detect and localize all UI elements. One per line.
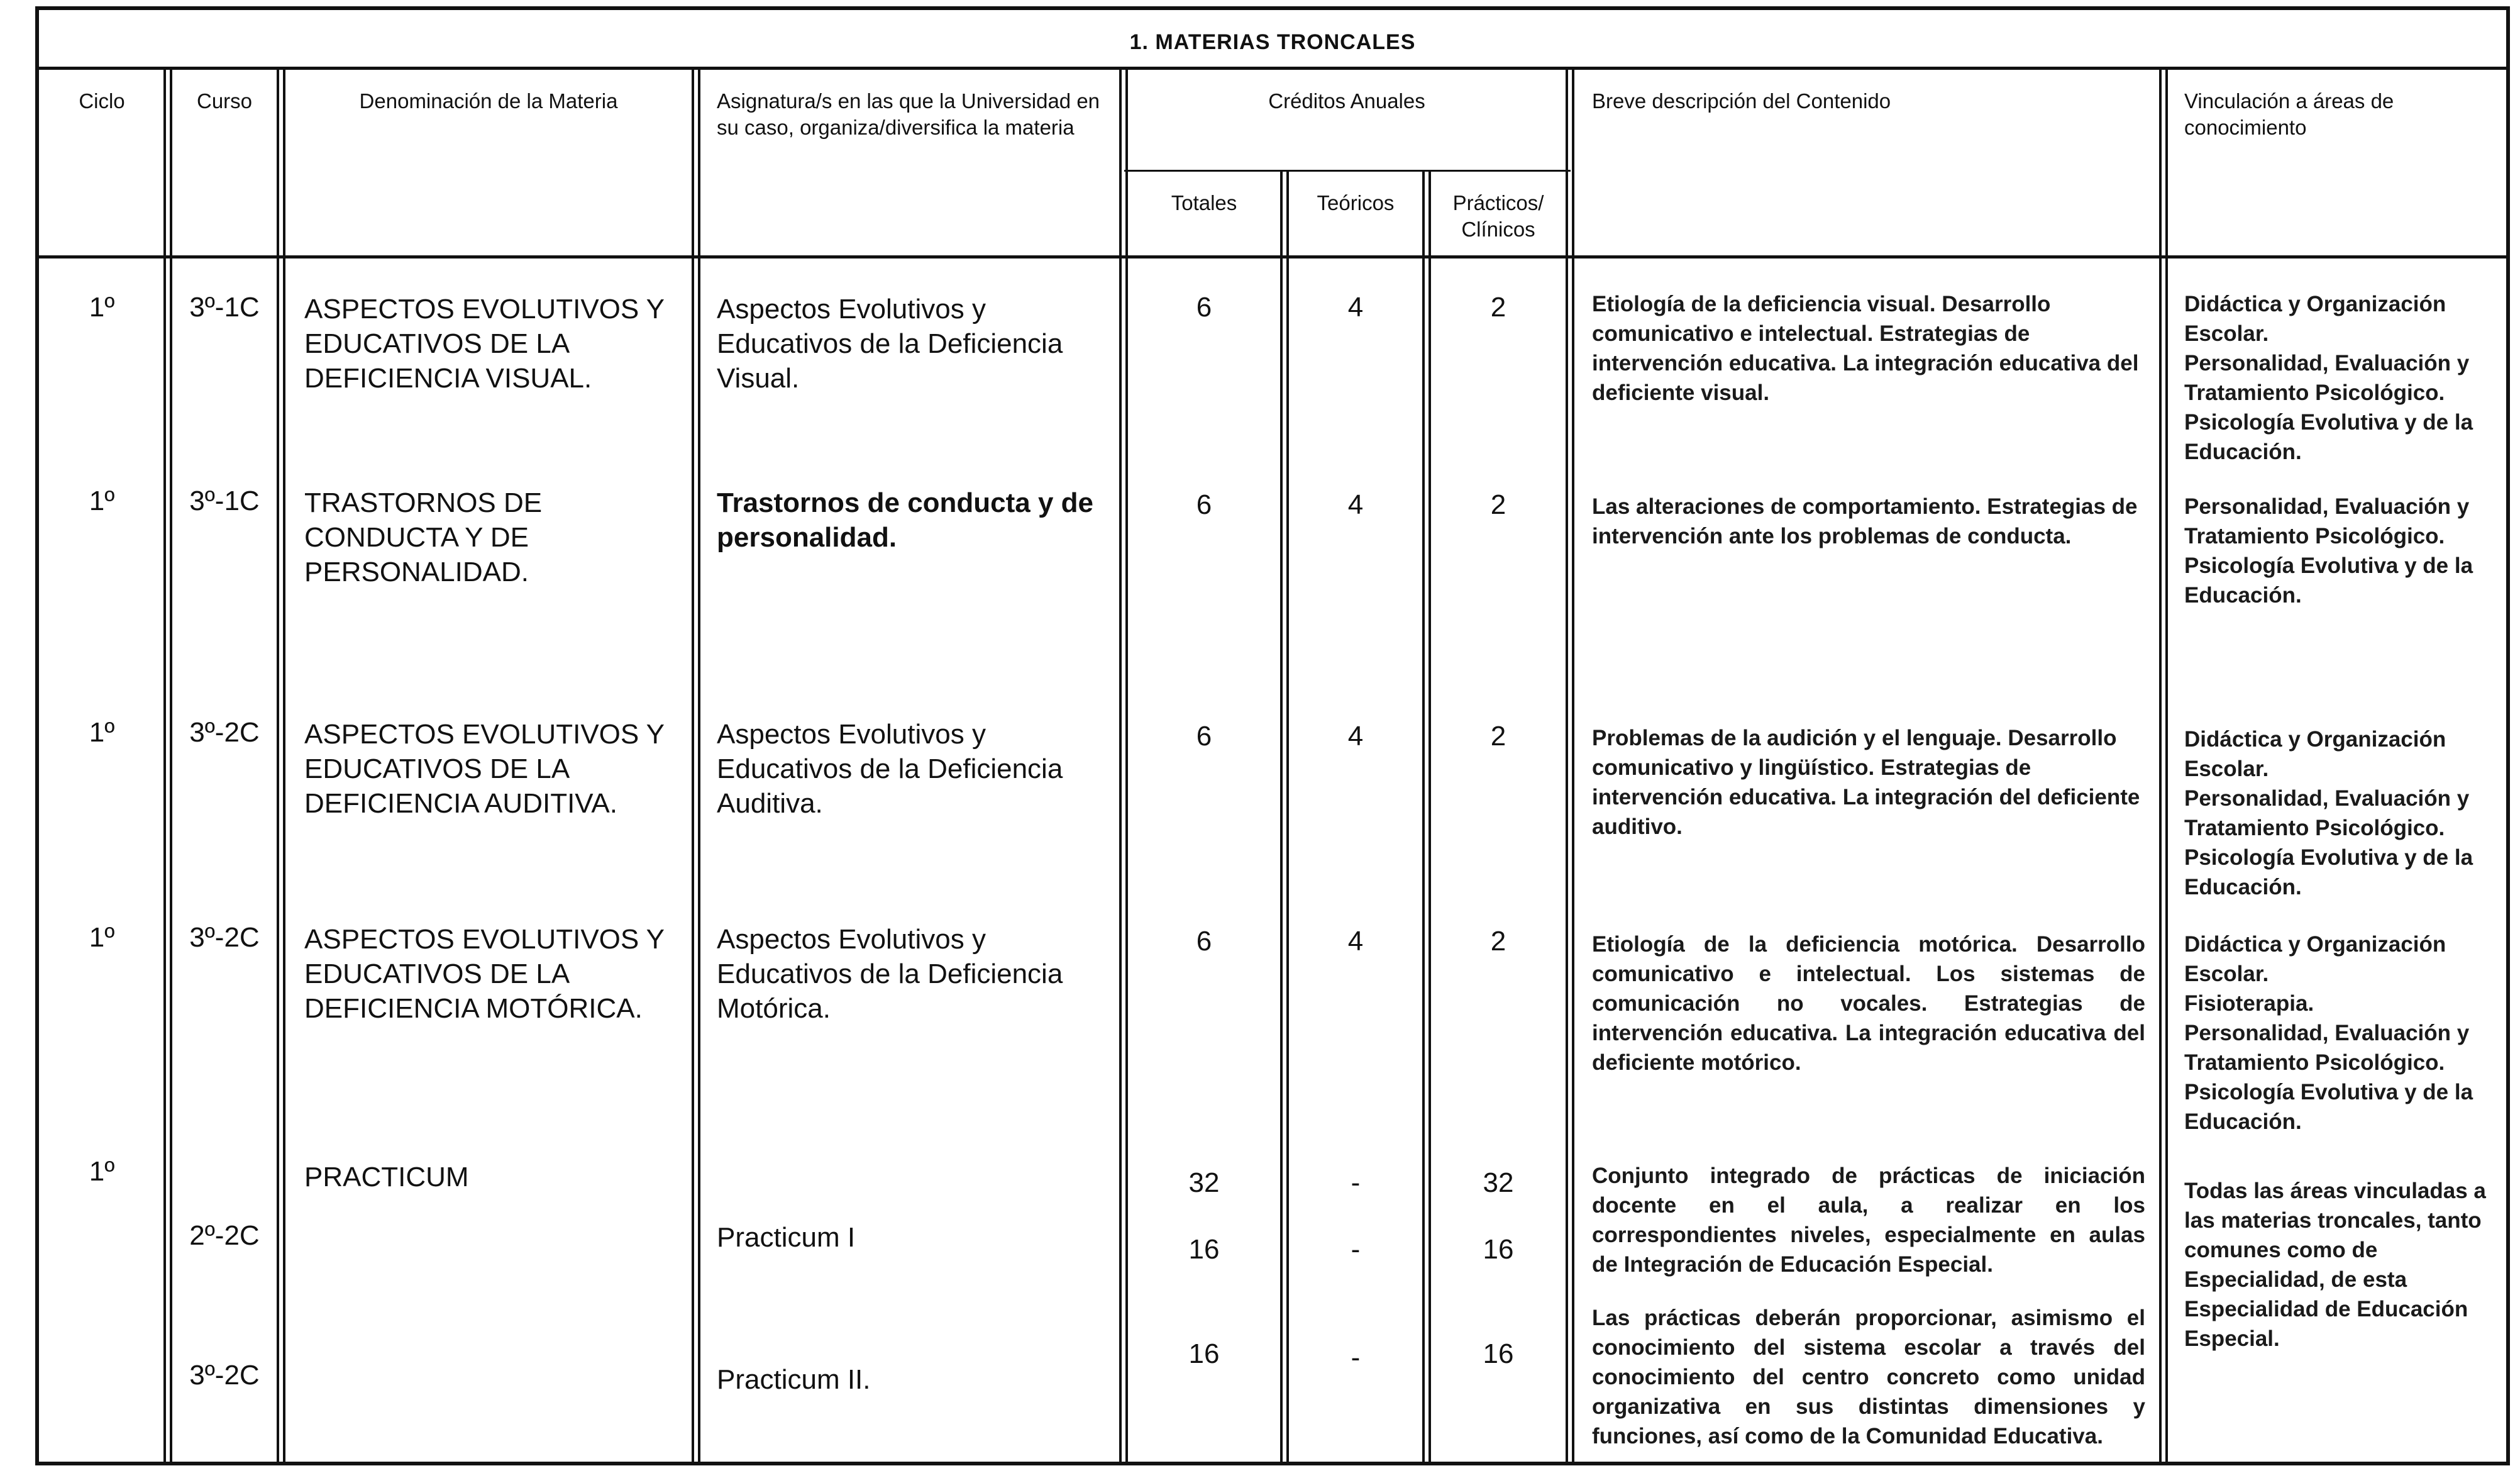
- row-1-curso: 3º-1C: [189, 292, 260, 323]
- row-4-descripcion: Etiología de la deficiencia motórica. Desarrollo comunicativo e intelectual. Los sistemas de comunicación no vocales. Estrategias de intervención educativa. La integración educativa del deficiente motórico.: [1592, 932, 2145, 1075]
- row-2-asignatura: Trastornos de conducta y de personalidad.: [717, 487, 1094, 553]
- area-item: Didáctica y Organización Escolar.: [2184, 292, 2446, 346]
- row-3-descripcion: Problemas de la audición y el lenguaje. Desarrollo comunicativo y lingüístico. Estrategias de intervención educativa. La integración del deficiente auditivo.: [1592, 726, 2140, 839]
- row-4-curso: 3º-2C: [189, 922, 260, 953]
- area-item: Psicología Evolutiva y de la Educación.: [2184, 1080, 2473, 1134]
- col-rule: [170, 68, 172, 1463]
- header-ciclo: Ciclo: [79, 89, 125, 113]
- practicum-1-asignatura: Practicum I: [717, 1222, 856, 1253]
- row-4-totales: 6: [1196, 926, 1212, 957]
- practicum-ciclo: 1º: [89, 1156, 115, 1187]
- practicum-2-asignatura: Practicum II.: [717, 1364, 871, 1395]
- practicum-2-practicos: 16: [1483, 1338, 1514, 1369]
- row-2-descripcion: Las alteraciones de comportamiento. Estrategias de intervención ante los problemas de conducta.: [1592, 494, 2138, 548]
- row-1-teoricos: 4: [1347, 292, 1364, 323]
- row-2-curso: 3º-1C: [189, 486, 260, 516]
- row-4-practicos: 2: [1490, 926, 1506, 957]
- header-denominacion: Denominación de la Materia: [359, 89, 618, 113]
- row-4-teoricos: 4: [1347, 926, 1364, 957]
- row-3-practicos: 2: [1490, 721, 1506, 752]
- col-rule: [1429, 170, 1431, 1463]
- area-item: Fisioterapia.: [2184, 991, 2314, 1016]
- row-1-ciclo: 1º: [89, 292, 115, 323]
- row-3-asignatura: Aspectos Evolutivos y Educativos de la Deficiencia Auditiva.: [717, 719, 1063, 819]
- area-item: Psicología Evolutiva y de la Educación.: [2184, 845, 2473, 899]
- col-rule: [2165, 68, 2168, 1463]
- practicum-1-teoricos: -: [1351, 1234, 1361, 1265]
- col-rule: [163, 68, 166, 1463]
- row-3-teoricos: 4: [1347, 721, 1364, 752]
- practicum-2-totales: 16: [1188, 1338, 1220, 1369]
- area-item: Personalidad, Evaluación y Tratamiento Psicológico.: [2184, 786, 2470, 840]
- area-item: Didáctica y Organización Escolar.: [2184, 727, 2446, 781]
- col-rule: [1286, 170, 1289, 1463]
- title-rule: [39, 67, 2506, 70]
- header-descripcion: Breve descripción del Contenido: [1592, 89, 1891, 113]
- row-2-areas: [2184, 492, 2492, 610]
- header-rule: [39, 255, 2506, 258]
- row-3-denominacion: ASPECTOS EVOLUTIVOS Y EDUCATIVOS DE LA DEFICIENCIA AUDITIVA.: [304, 719, 665, 819]
- header-totales: Totales: [1171, 191, 1237, 214]
- area-item: Personalidad, Evaluación y Tratamiento Psicológico.: [2184, 1021, 2470, 1075]
- row-1-totales: 6: [1196, 292, 1212, 323]
- row-1-descripcion: Etiología de la deficiencia visual. Desarrollo comunicativo e intelectual. Estrategias de intervención educativa. La integración educativa del deficiente visual.: [1592, 292, 2139, 405]
- col-rule: [692, 68, 694, 1463]
- practicum-descripcion-1: Conjunto integrado de prácticas de iniciación docente en el aula, a realizar en los correspondientes niveles, especialmente en aulas de Integración de Educación Especial.: [1592, 1164, 2145, 1277]
- practicum-totales: 32: [1188, 1167, 1220, 1198]
- area-item: Didáctica y Organización Escolar.: [2184, 932, 2446, 986]
- row-4-ciclo: 1º: [89, 922, 115, 953]
- row-3-ciclo: 1º: [89, 717, 115, 748]
- header-asignatura: Asignatura/s en las que la Universidad en su caso, organiza/diversifica la materia: [717, 89, 1100, 139]
- row-1-asignatura: Aspectos Evolutivos y Educativos de la Deficiencia Visual.: [717, 294, 1063, 394]
- header-teoricos: Teóricos: [1317, 191, 1395, 214]
- col-rule: [1280, 170, 1283, 1463]
- area-item: Psicología Evolutiva y de la Educación.: [2184, 553, 2473, 608]
- row-3-totales: 6: [1196, 721, 1212, 752]
- row-3-areas: [2184, 725, 2492, 902]
- credits-subheader-rule: [1124, 170, 1571, 172]
- practicum-1-practicos: 16: [1483, 1234, 1514, 1265]
- practicum-denominacion: PRACTICUM: [304, 1162, 469, 1192]
- table-title: 1. MATERIAS TRONCALES: [1129, 30, 1416, 54]
- practicum-teoricos: -: [1351, 1167, 1361, 1198]
- row-2-ciclo: 1º: [89, 486, 115, 516]
- col-rule: [698, 68, 700, 1463]
- row-2-denominacion: TRASTORNOS DE CONDUCTA Y DE PERSONALIDAD.: [304, 487, 543, 587]
- header-curso: Curso: [196, 89, 253, 113]
- row-2-teoricos: 4: [1347, 489, 1364, 520]
- header-creditos: Créditos Anuales: [1268, 89, 1425, 113]
- row-4-asignatura: Aspectos Evolutivos y Educativos de la Deficiencia Motórica.: [717, 924, 1063, 1024]
- practicum-2-curso: 3º-2C: [189, 1360, 260, 1391]
- col-rule: [2159, 68, 2162, 1463]
- area-item: Personalidad, Evaluación y Tratamiento Psicológico.: [2184, 494, 2470, 548]
- col-rule: [1119, 68, 1122, 1463]
- row-4-areas: [2184, 930, 2492, 1136]
- practicum-descripcion-2: Las prácticas deberán proporcionar, asimismo el conocimiento del sistema escolar a través del conocimiento del centro concreto como unidad organizativa en sus distintas dimensiones y funciones, así como de la Comunidad Educativa.: [1592, 1306, 2145, 1448]
- col-rule: [1566, 68, 1568, 1463]
- row-2-practicos: 2: [1490, 489, 1506, 520]
- col-rule: [283, 68, 285, 1463]
- col-rule: [1572, 68, 1574, 1463]
- practicum-practicos: 32: [1483, 1167, 1514, 1198]
- header-practicos: Prácticos/ Clínicos: [1452, 191, 1544, 241]
- col-rule: [277, 68, 279, 1463]
- practicum-areas: Todas las áreas vinculadas a las materias troncales, tanto comunes como de Especialidad, de esta Especialidad de Educación Especial.: [2184, 1179, 2486, 1351]
- row-4-denominacion: ASPECTOS EVOLUTIVOS Y EDUCATIVOS DE LA DEFICIENCIA MOTÓRICA.: [304, 924, 665, 1024]
- row-3-curso: 3º-2C: [189, 717, 260, 748]
- area-item: Psicología Evolutiva y de la Educación.: [2184, 410, 2473, 464]
- row-1-practicos: 2: [1490, 292, 1506, 323]
- row-1-areas: [2184, 289, 2492, 467]
- col-rule: [1422, 170, 1425, 1463]
- area-item: Personalidad, Evaluación y Tratamiento Psicológico.: [2184, 351, 2470, 405]
- practicum-1-totales: 16: [1188, 1234, 1220, 1265]
- row-1-denominacion: ASPECTOS EVOLUTIVOS Y EDUCATIVOS DE LA DEFICIENCIA VISUAL.: [304, 294, 665, 394]
- row-2-totales: 6: [1196, 489, 1212, 520]
- practicum-1-curso: 2º-2C: [189, 1220, 260, 1251]
- header-vinculacion: Vinculación a áreas de conocimiento: [2184, 89, 2394, 139]
- practicum-2-teoricos: -: [1351, 1342, 1361, 1373]
